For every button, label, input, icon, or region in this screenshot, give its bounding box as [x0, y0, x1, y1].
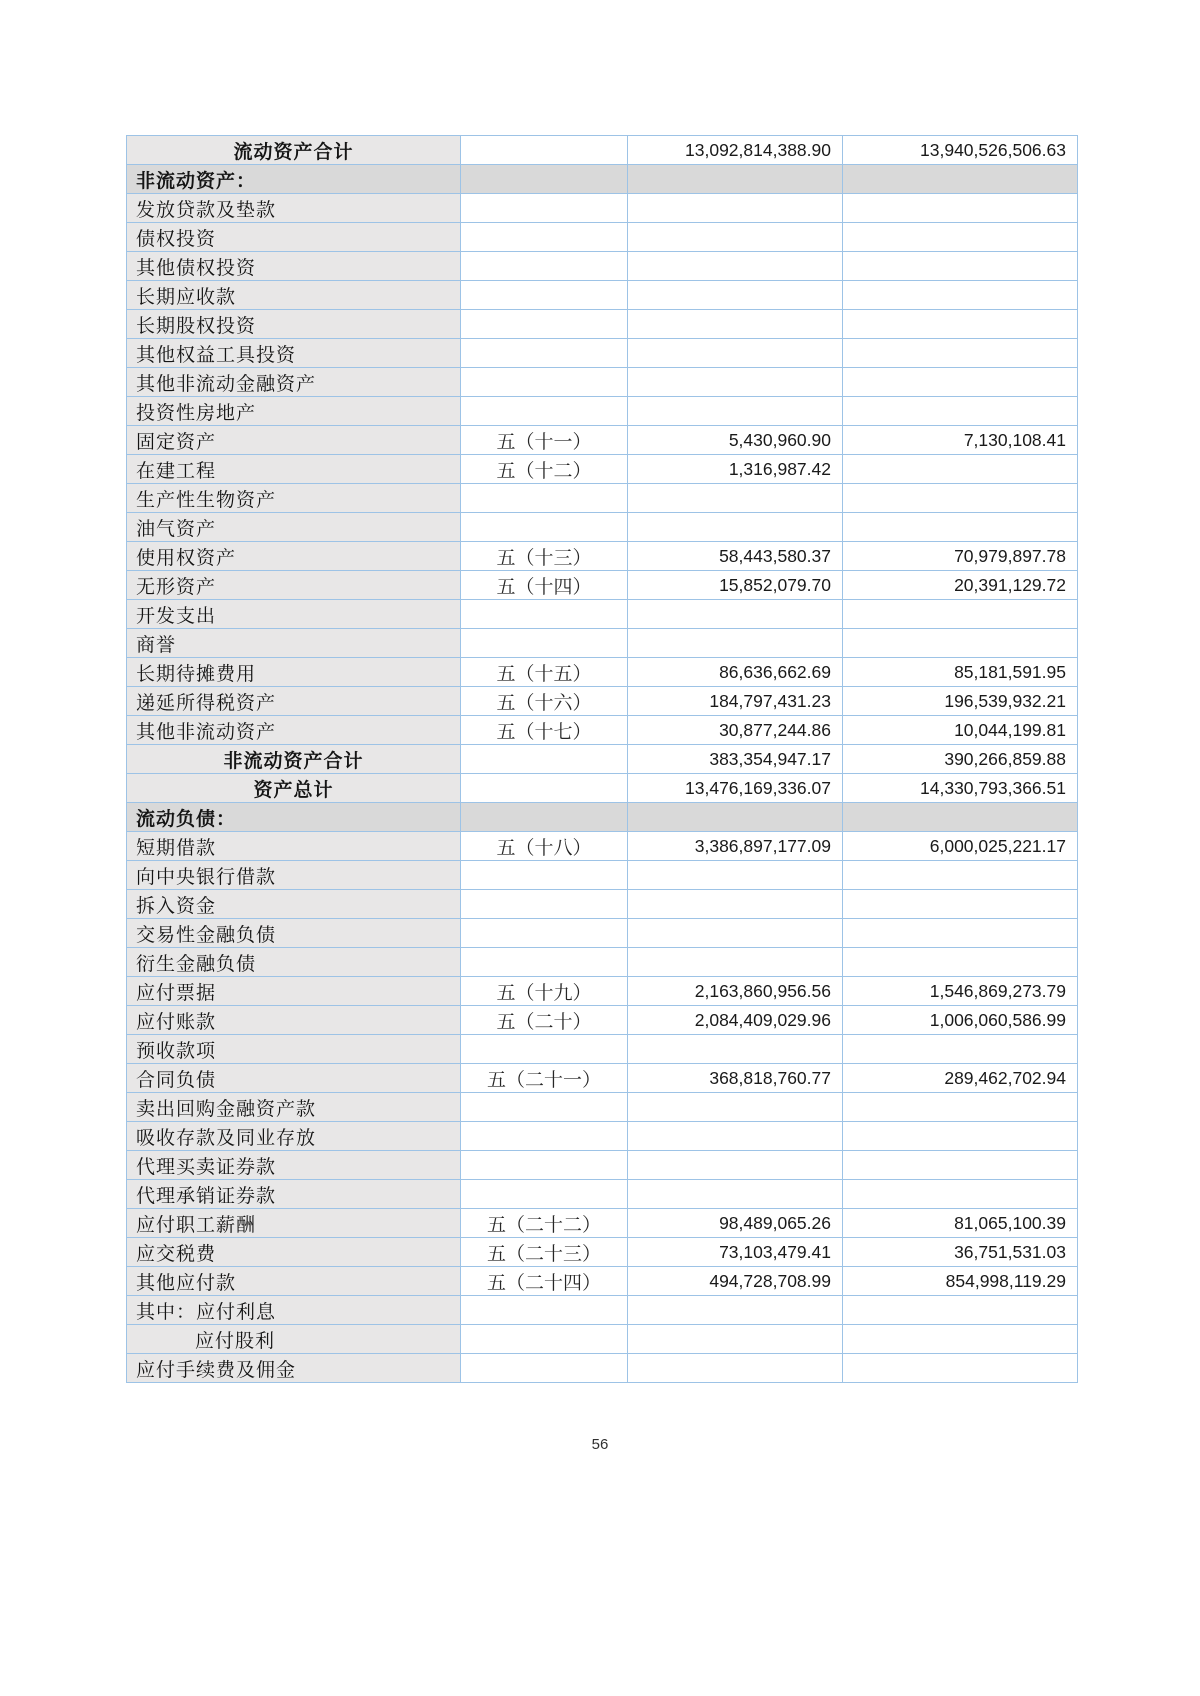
table-row	[127, 223, 1078, 252]
table-row	[127, 1006, 1078, 1035]
item-label-cell: 交易性金融负债	[127, 919, 461, 948]
prior-amount-cell	[843, 803, 1078, 832]
current-amount-cell	[628, 339, 843, 368]
page-number: 56	[591, 1436, 609, 1453]
note-reference-cell: 五（二十）	[461, 1006, 628, 1035]
item-label-cell: 投资性房地产	[127, 397, 461, 426]
item-label-cell: 债权投资	[127, 223, 461, 252]
item-label-cell: 其他非流动资产	[127, 716, 461, 745]
item-label-cell: 流动负债：	[127, 803, 461, 832]
table-row	[127, 1151, 1078, 1180]
prior-amount-cell	[843, 890, 1078, 919]
table-row	[127, 890, 1078, 919]
table-row	[127, 919, 1078, 948]
current-amount-cell	[628, 803, 843, 832]
note-reference-cell	[461, 310, 628, 339]
item-label-cell: 卖出回购金融资产款	[127, 1093, 461, 1122]
prior-amount-cell	[843, 455, 1078, 484]
prior-amount-cell	[843, 1035, 1078, 1064]
prior-amount-cell	[843, 1122, 1078, 1151]
note-reference-cell	[461, 339, 628, 368]
item-label-cell: 向中央银行借款	[127, 861, 461, 890]
current-amount-cell	[628, 629, 843, 658]
prior-amount-cell	[843, 339, 1078, 368]
item-label-cell: 吸收存款及同业存放	[127, 1122, 461, 1151]
current-amount-cell: 368,818,760.77	[628, 1064, 843, 1093]
current-amount-cell: 3,386,897,177.09	[628, 832, 843, 861]
note-reference-cell: 五（二十四）	[461, 1267, 628, 1296]
note-reference-cell: 五（十五）	[461, 658, 628, 687]
prior-amount-cell: 1,546,869,273.79	[843, 977, 1078, 1006]
prior-amount-cell: 6,000,025,221.17	[843, 832, 1078, 861]
item-label-cell: 使用权资产	[127, 542, 461, 571]
note-reference-cell: 五（十七）	[461, 716, 628, 745]
note-reference-cell	[461, 223, 628, 252]
current-amount-cell	[628, 919, 843, 948]
prior-amount-cell	[843, 1296, 1078, 1325]
item-label-cell: 其中：应付利息	[127, 1296, 461, 1325]
table-row	[127, 1238, 1078, 1267]
table-row	[127, 1064, 1078, 1093]
prior-amount-cell	[843, 252, 1078, 281]
item-label-cell: 代理承销证券款	[127, 1180, 461, 1209]
item-label-cell: 非流动资产：	[127, 165, 461, 194]
item-label-cell: 其他权益工具投资	[127, 339, 461, 368]
note-reference-cell: 五（二十一）	[461, 1064, 628, 1093]
note-reference-cell	[461, 1180, 628, 1209]
item-label-cell: 其他债权投资	[127, 252, 461, 281]
note-reference-cell: 五（二十三）	[461, 1238, 628, 1267]
prior-amount-cell: 289,462,702.94	[843, 1064, 1078, 1093]
prior-amount-cell: 1,006,060,586.99	[843, 1006, 1078, 1035]
prior-amount-cell	[843, 861, 1078, 890]
note-reference-cell: 五（十三）	[461, 542, 628, 571]
table-row	[127, 1093, 1078, 1122]
note-reference-cell	[461, 745, 628, 774]
table-row	[127, 397, 1078, 426]
note-reference-cell	[461, 774, 628, 803]
current-amount-cell	[628, 513, 843, 542]
prior-amount-cell	[843, 223, 1078, 252]
table-row	[127, 136, 1078, 165]
table-row	[127, 832, 1078, 861]
current-amount-cell	[628, 948, 843, 977]
table-body	[127, 136, 1078, 1383]
prior-amount-cell: 7,130,108.41	[843, 426, 1078, 455]
item-label-cell: 非流动资产合计	[127, 745, 461, 774]
item-label-cell: 预收款项	[127, 1035, 461, 1064]
prior-amount-cell	[843, 368, 1078, 397]
prior-amount-cell	[843, 194, 1078, 223]
current-amount-cell: 13,092,814,388.90	[628, 136, 843, 165]
note-reference-cell	[461, 890, 628, 919]
note-reference-cell	[461, 194, 628, 223]
current-amount-cell	[628, 1122, 843, 1151]
note-reference-cell	[461, 513, 628, 542]
prior-amount-cell: 36,751,531.03	[843, 1238, 1078, 1267]
note-reference-cell	[461, 1035, 628, 1064]
table-row	[127, 252, 1078, 281]
item-label-cell: 发放贷款及垫款	[127, 194, 461, 223]
current-amount-cell: 184,797,431.23	[628, 687, 843, 716]
item-label-cell: 其他非流动金融资产	[127, 368, 461, 397]
table-row	[127, 368, 1078, 397]
item-label-cell: 应付职工薪酬	[127, 1209, 461, 1238]
prior-amount-cell: 20,391,129.72	[843, 571, 1078, 600]
current-amount-cell: 494,728,708.99	[628, 1267, 843, 1296]
item-label-cell: 应付票据	[127, 977, 461, 1006]
table-row	[127, 803, 1078, 832]
item-label-cell: 油气资产	[127, 513, 461, 542]
current-amount-cell	[628, 310, 843, 339]
current-amount-cell: 2,163,860,956.56	[628, 977, 843, 1006]
note-reference-cell	[461, 1354, 628, 1383]
table-row	[127, 1325, 1078, 1354]
current-amount-cell: 383,354,947.17	[628, 745, 843, 774]
table-row	[127, 1035, 1078, 1064]
note-reference-cell	[461, 1122, 628, 1151]
current-amount-cell: 73,103,479.41	[628, 1238, 843, 1267]
table-row	[127, 194, 1078, 223]
prior-amount-cell: 390,266,859.88	[843, 745, 1078, 774]
item-label-cell: 拆入资金	[127, 890, 461, 919]
table-row	[127, 1122, 1078, 1151]
note-reference-cell	[461, 861, 628, 890]
current-amount-cell	[628, 281, 843, 310]
note-reference-cell	[461, 803, 628, 832]
current-amount-cell: 58,443,580.37	[628, 542, 843, 571]
prior-amount-cell: 854,998,119.29	[843, 1267, 1078, 1296]
table-row	[127, 571, 1078, 600]
table-row	[127, 281, 1078, 310]
current-amount-cell	[628, 194, 843, 223]
item-label-cell: 生产性生物资产	[127, 484, 461, 513]
item-label-cell: 资产总计	[127, 774, 461, 803]
current-amount-cell: 5,430,960.90	[628, 426, 843, 455]
prior-amount-cell	[843, 1093, 1078, 1122]
current-amount-cell	[628, 1151, 843, 1180]
note-reference-cell: 五（十九）	[461, 977, 628, 1006]
current-amount-cell	[628, 600, 843, 629]
note-reference-cell	[461, 948, 628, 977]
current-amount-cell	[628, 1325, 843, 1354]
prior-amount-cell: 13,940,526,506.63	[843, 136, 1078, 165]
item-label-cell: 长期应收款	[127, 281, 461, 310]
table-row	[127, 629, 1078, 658]
note-reference-cell	[461, 368, 628, 397]
table-row	[127, 165, 1078, 194]
item-label-cell: 开发支出	[127, 600, 461, 629]
table-row	[127, 513, 1078, 542]
current-amount-cell	[628, 223, 843, 252]
prior-amount-cell	[843, 1151, 1078, 1180]
item-label-cell: 递延所得税资产	[127, 687, 461, 716]
prior-amount-cell	[843, 513, 1078, 542]
note-reference-cell: 五（十一）	[461, 426, 628, 455]
prior-amount-cell	[843, 484, 1078, 513]
current-amount-cell	[628, 1354, 843, 1383]
current-amount-cell: 2,084,409,029.96	[628, 1006, 843, 1035]
note-reference-cell	[461, 600, 628, 629]
table-row	[127, 455, 1078, 484]
item-label-cell: 流动资产合计	[127, 136, 461, 165]
note-reference-cell	[461, 1296, 628, 1325]
current-amount-cell: 86,636,662.69	[628, 658, 843, 687]
current-amount-cell: 98,489,065.26	[628, 1209, 843, 1238]
table-row	[127, 687, 1078, 716]
item-label-cell: 衍生金融负债	[127, 948, 461, 977]
table-row	[127, 977, 1078, 1006]
item-label-cell: 长期待摊费用	[127, 658, 461, 687]
table-row	[127, 774, 1078, 803]
prior-amount-cell: 70,979,897.78	[843, 542, 1078, 571]
table-row	[127, 1296, 1078, 1325]
table-row	[127, 658, 1078, 687]
prior-amount-cell	[843, 919, 1078, 948]
prior-amount-cell: 10,044,199.81	[843, 716, 1078, 745]
prior-amount-cell	[843, 165, 1078, 194]
table-row	[127, 542, 1078, 571]
item-label-cell: 应付手续费及佣金	[127, 1354, 461, 1383]
current-amount-cell	[628, 1296, 843, 1325]
table-row	[127, 339, 1078, 368]
prior-amount-cell	[843, 600, 1078, 629]
note-reference-cell: 五（二十二）	[461, 1209, 628, 1238]
prior-amount-cell	[843, 397, 1078, 426]
table-row	[127, 1354, 1078, 1383]
current-amount-cell	[628, 861, 843, 890]
note-reference-cell	[461, 1325, 628, 1354]
table-row	[127, 861, 1078, 890]
note-reference-cell: 五（十四）	[461, 571, 628, 600]
table-row	[127, 484, 1078, 513]
note-reference-cell: 五（十六）	[461, 687, 628, 716]
note-reference-cell	[461, 1151, 628, 1180]
note-reference-cell	[461, 1093, 628, 1122]
table-row	[127, 1267, 1078, 1296]
prior-amount-cell	[843, 1325, 1078, 1354]
item-label-cell: 商誉	[127, 629, 461, 658]
prior-amount-cell	[843, 1354, 1078, 1383]
item-label-cell: 短期借款	[127, 832, 461, 861]
current-amount-cell	[628, 368, 843, 397]
prior-amount-cell	[843, 1180, 1078, 1209]
table-row	[127, 745, 1078, 774]
prior-amount-cell: 196,539,932.21	[843, 687, 1078, 716]
table-row	[127, 948, 1078, 977]
current-amount-cell: 1,316,987.42	[628, 455, 843, 484]
current-amount-cell	[628, 1093, 843, 1122]
prior-amount-cell: 81,065,100.39	[843, 1209, 1078, 1238]
current-amount-cell	[628, 252, 843, 281]
note-reference-cell	[461, 919, 628, 948]
note-reference-cell	[461, 397, 628, 426]
current-amount-cell	[628, 484, 843, 513]
table-row	[127, 600, 1078, 629]
table-row	[127, 426, 1078, 455]
prior-amount-cell: 14,330,793,366.51	[843, 774, 1078, 803]
current-amount-cell	[628, 1035, 843, 1064]
balance-sheet-table	[126, 135, 1078, 1383]
note-reference-cell	[461, 165, 628, 194]
prior-amount-cell	[843, 310, 1078, 339]
prior-amount-cell	[843, 281, 1078, 310]
item-label-cell: 应付股利	[127, 1325, 461, 1354]
table-row	[127, 310, 1078, 339]
current-amount-cell: 13,476,169,336.07	[628, 774, 843, 803]
note-reference-cell	[461, 252, 628, 281]
current-amount-cell	[628, 165, 843, 194]
current-amount-cell	[628, 890, 843, 919]
current-amount-cell	[628, 1180, 843, 1209]
note-reference-cell	[461, 629, 628, 658]
item-label-cell: 其他应付款	[127, 1267, 461, 1296]
prior-amount-cell: 85,181,591.95	[843, 658, 1078, 687]
item-label-cell: 在建工程	[127, 455, 461, 484]
item-label-cell: 长期股权投资	[127, 310, 461, 339]
current-amount-cell: 30,877,244.86	[628, 716, 843, 745]
note-reference-cell: 五（十八）	[461, 832, 628, 861]
item-label-cell: 代理买卖证券款	[127, 1151, 461, 1180]
note-reference-cell: 五（十二）	[461, 455, 628, 484]
table-row	[127, 716, 1078, 745]
item-label-cell: 无形资产	[127, 571, 461, 600]
item-label-cell: 合同负债	[127, 1064, 461, 1093]
current-amount-cell	[628, 397, 843, 426]
current-amount-cell: 15,852,079.70	[628, 571, 843, 600]
note-reference-cell	[461, 281, 628, 310]
table-row	[127, 1180, 1078, 1209]
prior-amount-cell	[843, 948, 1078, 977]
item-label-cell: 应交税费	[127, 1238, 461, 1267]
item-label-cell: 应付账款	[127, 1006, 461, 1035]
item-label-cell: 固定资产	[127, 426, 461, 455]
prior-amount-cell	[843, 629, 1078, 658]
table-row	[127, 1209, 1078, 1238]
note-reference-cell	[461, 136, 628, 165]
note-reference-cell	[461, 484, 628, 513]
